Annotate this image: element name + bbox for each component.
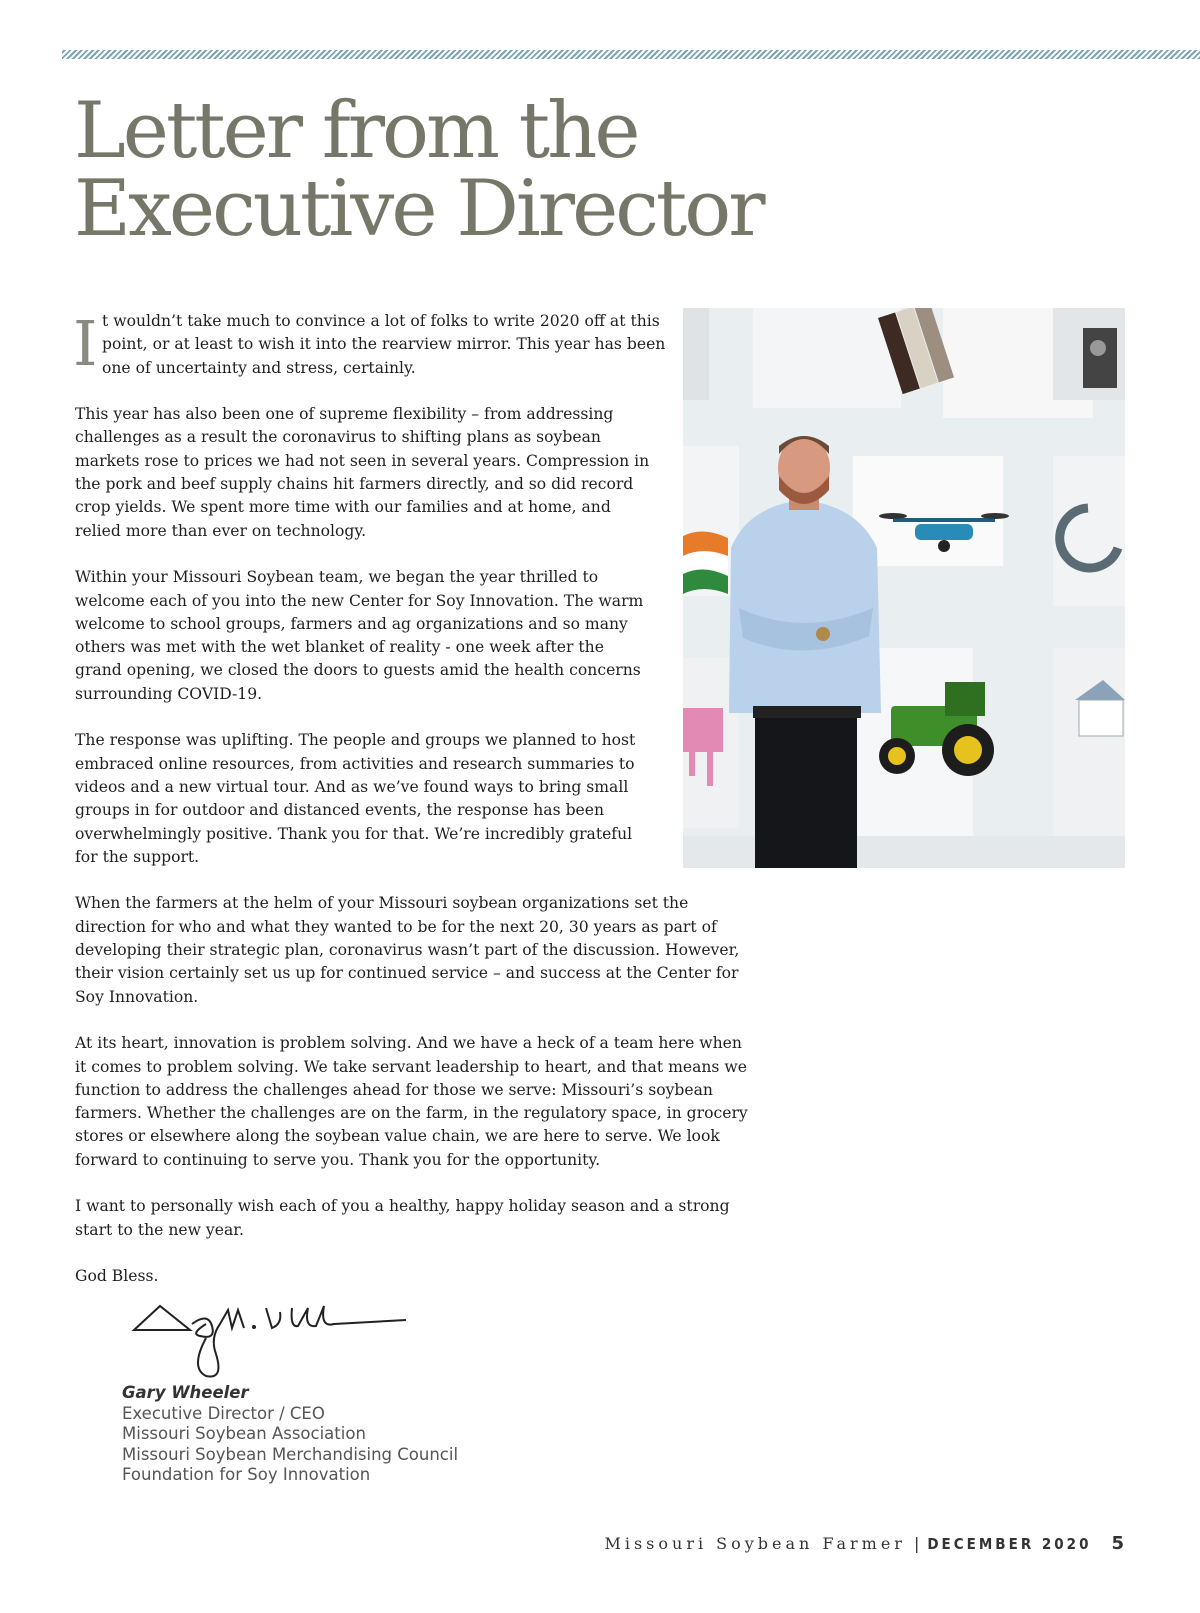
letter-paragraph-2: This year has also been one of supreme flexibility – from addressing challenges as a result the coronavirus to shifting plans as soybean markets rose to prices we had not seen in several years. Compression in the pork and beef supply chains hit farmers directly, and so did record crop yields. We spent more time with our families and at home, and relied more than ever on technology. bbox=[75, 405, 650, 540]
page-footer bbox=[604, 1533, 1124, 1554]
letter-closing: God Bless. bbox=[75, 1267, 159, 1286]
letter-paragraph-4: The response was uplifting. The people and groups we planned to host embraced online resources, from activities and research summaries to videos and a new virtual tour. And as we’ve found ways to bring small groups in for outdoor and distanced events, the response has been overwhelmingly positive. Thank you for that. We’re incredibly grateful for the support. bbox=[75, 731, 636, 866]
footer-separator: | bbox=[913, 1534, 920, 1553]
signer-name: Gary Wheeler bbox=[122, 1383, 249, 1402]
top-decorative-rule bbox=[62, 50, 1200, 59]
handwritten-signature bbox=[120, 1294, 420, 1384]
letter-paragraph-7: I want to personally wish each of you a healthy, happy holiday season and a strong start to the new year. bbox=[75, 1197, 730, 1239]
letter-paragraph-1: I t wouldn’t take much to convince a lot of folks to write 2020 off at this point, or at least to wish it into the rearview mirror. This year has been one of uncertainty and stress, certainly. bbox=[73, 307, 666, 380]
signer-title: Executive Director / CEO bbox=[122, 1403, 325, 1423]
signer-org-3: Foundation for Soy Innovation bbox=[122, 1465, 371, 1484]
letter-paragraph-3: Within your Missouri Soybean team, we began the year thrilled to welcome each of you into the new Center for Soy Innovation. The warm welcome to school groups, farmers and ag organizations and so many others was met with the wet blanket of reality - one week after the grand opening, we closed the doors to guests amid the health concerns surrounding COVID-19. bbox=[75, 568, 644, 703]
page-number: 5 bbox=[1111, 1533, 1124, 1554]
issue-date: DECEMBER 2020 bbox=[927, 1535, 1092, 1553]
letter-paragraph-6: At its heart, innovation is problem solving. And we have a heck of a team here when it comes to problem solving. We take servant leadership to heart, and that means we function to address the challenges ahead for those we serve: Missouri’s soybean farmers. Whether the challenges are on the farm, in the regulatory space, in grocery stores or elsewhere along the soybean value chain, we are here to serve. We look forward to continuing to serve you. Thank you for the opportunity. bbox=[75, 1034, 748, 1169]
signature-block bbox=[122, 1383, 458, 1486]
page-title: Letter from the Executive Director bbox=[74, 86, 763, 254]
letter-body bbox=[73, 307, 755, 1312]
drop-cap: I bbox=[73, 307, 98, 380]
letter-paragraph-5: When the farmers at the helm of your Missouri soybean organizations set the direction for who and what they wanted to be for the next 20, 30 years as part of developing their strategic plan, coronavirus wasn’t part of the discussion. However, their vision certainly set us up for continued service – and success at the Center for Soy Innovation. bbox=[75, 894, 740, 1006]
magazine-name: Missouri Soybean Farmer bbox=[604, 1534, 906, 1553]
signer-org-2: Missouri Soybean Merchandising Council bbox=[122, 1444, 459, 1464]
signer-org-1: Missouri Soybean Association bbox=[122, 1424, 366, 1443]
